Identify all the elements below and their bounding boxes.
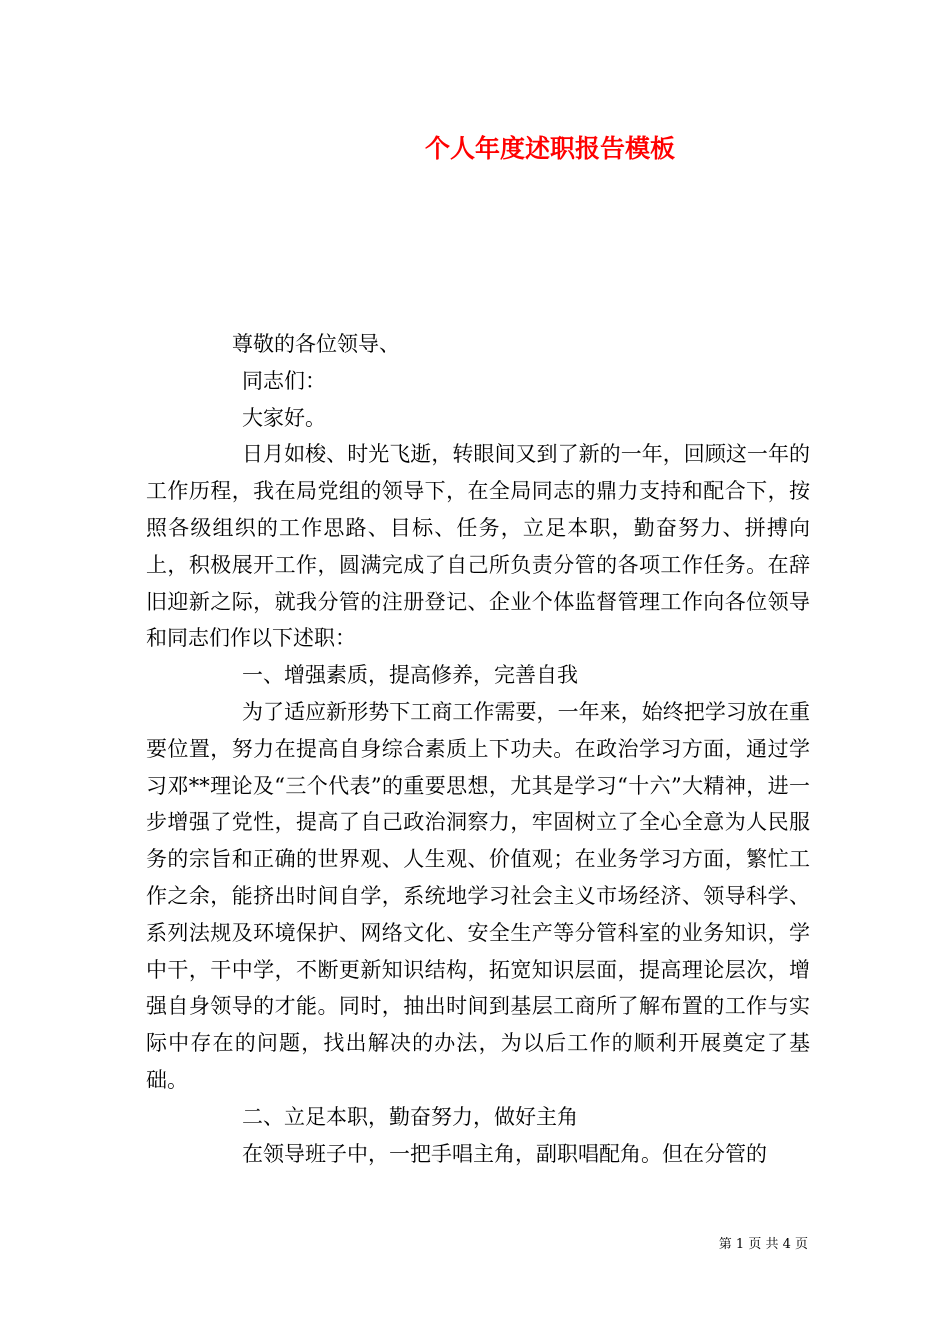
- document-title-text: 个人年度述职报告模板: [424, 134, 675, 163]
- paragraph-role: 在领导班子中，一把手唱主角，副职唱配角。但在分管的: [242, 1141, 767, 1166]
- salutation-comrades: 同志们：: [242, 368, 326, 393]
- document-body: [146, 326, 810, 1172]
- document-title: [0, 132, 950, 166]
- paragraph-study: 为了适应新形势下工商工作需要，一年来，始终把学习放在重要位置，努力在提高自身综合素质上下功夫。在政治学习方面，通过学习邓**理论及“三个代表”的重要思想，尤其是学习“十六”大精神，进一步增强了党性，提高了自己政治洞察力，牢固树立了全心全意为人民服务的宗旨和正确的世界观、人生观、价值观；在业务学习方面，繁忙工作之余，能挤出时间自学，系统地学习社会主义市场经济、领导科学、系列法规及环境保护、网络文化、安全生产等分管科室的业务知识，学中干，干中学，不断更新知识结构，拓宽知识层面，提高理论层次，增强自身领导的才能。同时，抽出时间到基层工商所了解布置的工作与实际中存在的问题，找出解决的办法，为以后工作的顺利开展奠定了基础。: [146, 699, 810, 1092]
- greeting: 大家好。: [242, 405, 326, 430]
- paragraph-intro: 日月如梭、时光飞逝，转眼间又到了新的一年，回顾这一年的工作历程，我在局党组的领导下，在全局同志的鼎力支持和配合下，按照各级组织的工作思路、目标、任务，立足本职，勤奋努力、拼搏向上，积极展开工作，圆满完成了自己所负责分管的各项工作任务。在辞旧迎新之际，就我分管的注册登记、企业个体监督管理工作向各位领导和同志们作以下述职：: [146, 442, 810, 651]
- page-number: 第 1 页 共 4 页: [718, 1237, 808, 1252]
- page-footer: [0, 1236, 808, 1254]
- section-heading-1: 一、增强素质，提高修养，完善自我: [242, 663, 578, 688]
- salutation-leaders: 尊敬的各位领导、: [232, 332, 400, 356]
- section-heading-2: 二、立足本职，勤奋努力，做好主角: [242, 1104, 578, 1129]
